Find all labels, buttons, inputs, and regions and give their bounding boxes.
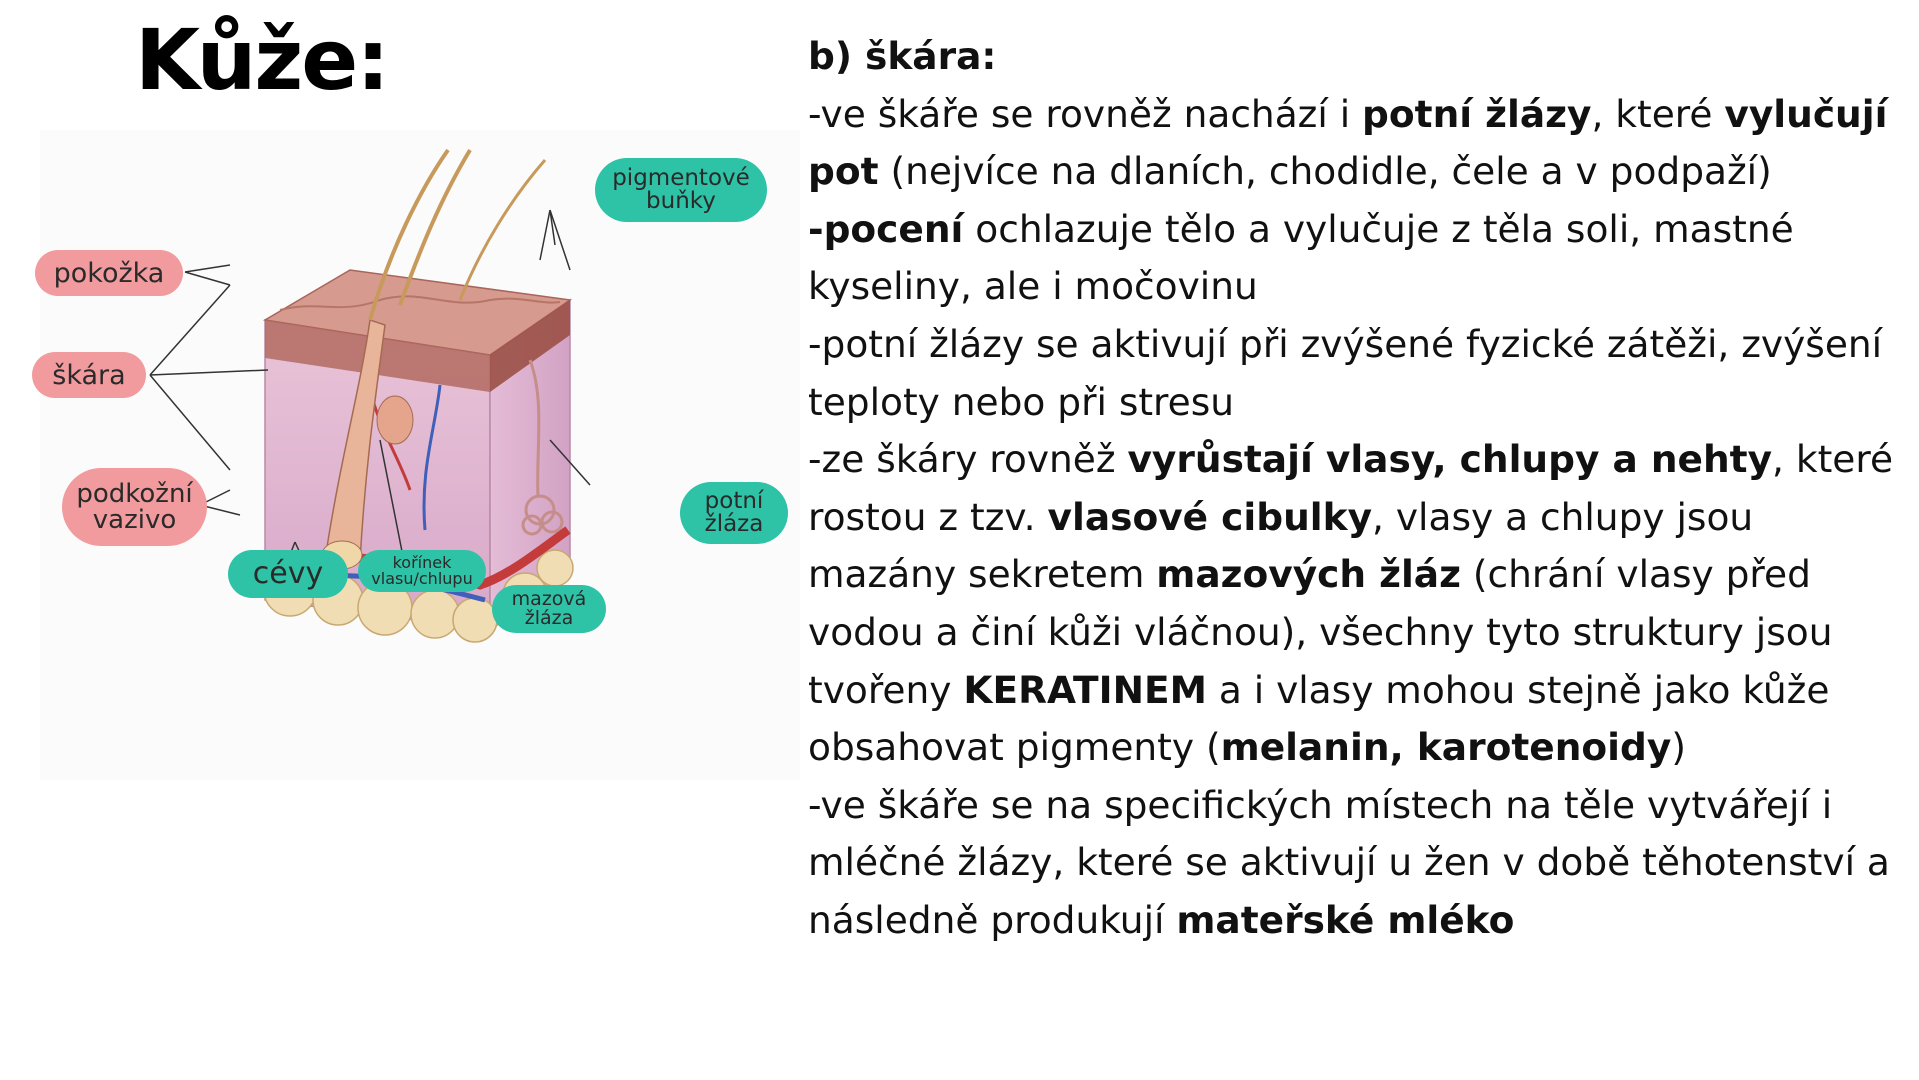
label-cevy: cévy bbox=[228, 550, 348, 598]
paragraph-hair-nails: -ze škáry rovněž vyrůstají vlasy, chlupy a nehty, které rostou z tzv. vlasové cibulky, vlasy a chlupy jsou mazány sekretem mazových žláz (chrání vlasy před vodou a činí kůži vláčnou), všechny tyto struktury jsou tvořeny KERATINEM a i vlasy mohou stejně jako kůže obsahovat pigmenty (melanin, karotenoidy) bbox=[808, 437, 1894, 770]
label-mazova-zlaza: mazová žláza bbox=[492, 585, 606, 633]
paragraph-sweating: -pocení ochlazuje tělo a vylučuje z těla soli, mastné kyseliny, ale i močovinu bbox=[808, 206, 1794, 309]
skin-diagram bbox=[40, 130, 800, 780]
label-potni-zlaza: potní žláza bbox=[680, 482, 788, 544]
body-text bbox=[808, 28, 1908, 950]
label-podkozni-vazivo: podkožní vazivo bbox=[62, 468, 207, 546]
label-korinek-vlasu: kořínek vlasu/chlupu bbox=[358, 550, 486, 592]
paragraph-mammary-glands: -ve škáře se na specifických místech na těle vytvářejí i mléčné žlázy, které se aktivují u žen v době těhotenství a následně produkují mateřské mléko bbox=[808, 782, 1890, 942]
label-pokozka: pokožka bbox=[35, 250, 183, 296]
paragraph-sweat-glands: -ve škáře se rovněž nachází i potní žlázy, které vylučují pot (nejvíce na dlaních, chodidle, čele a v podpaží) bbox=[808, 91, 1888, 194]
skin-cross-section-illustration bbox=[40, 130, 800, 780]
paragraph-activation: -potní žlázy se aktivují při zvýšené fyzické zátěži, zvýšení teploty nebo při stresu bbox=[808, 321, 1883, 424]
label-skara: škára bbox=[32, 352, 146, 398]
section-heading: b) škára: bbox=[808, 34, 997, 78]
label-pigmentove-bunky: pigmentové buňky bbox=[595, 158, 767, 222]
slide-title: Kůže: bbox=[135, 11, 388, 109]
